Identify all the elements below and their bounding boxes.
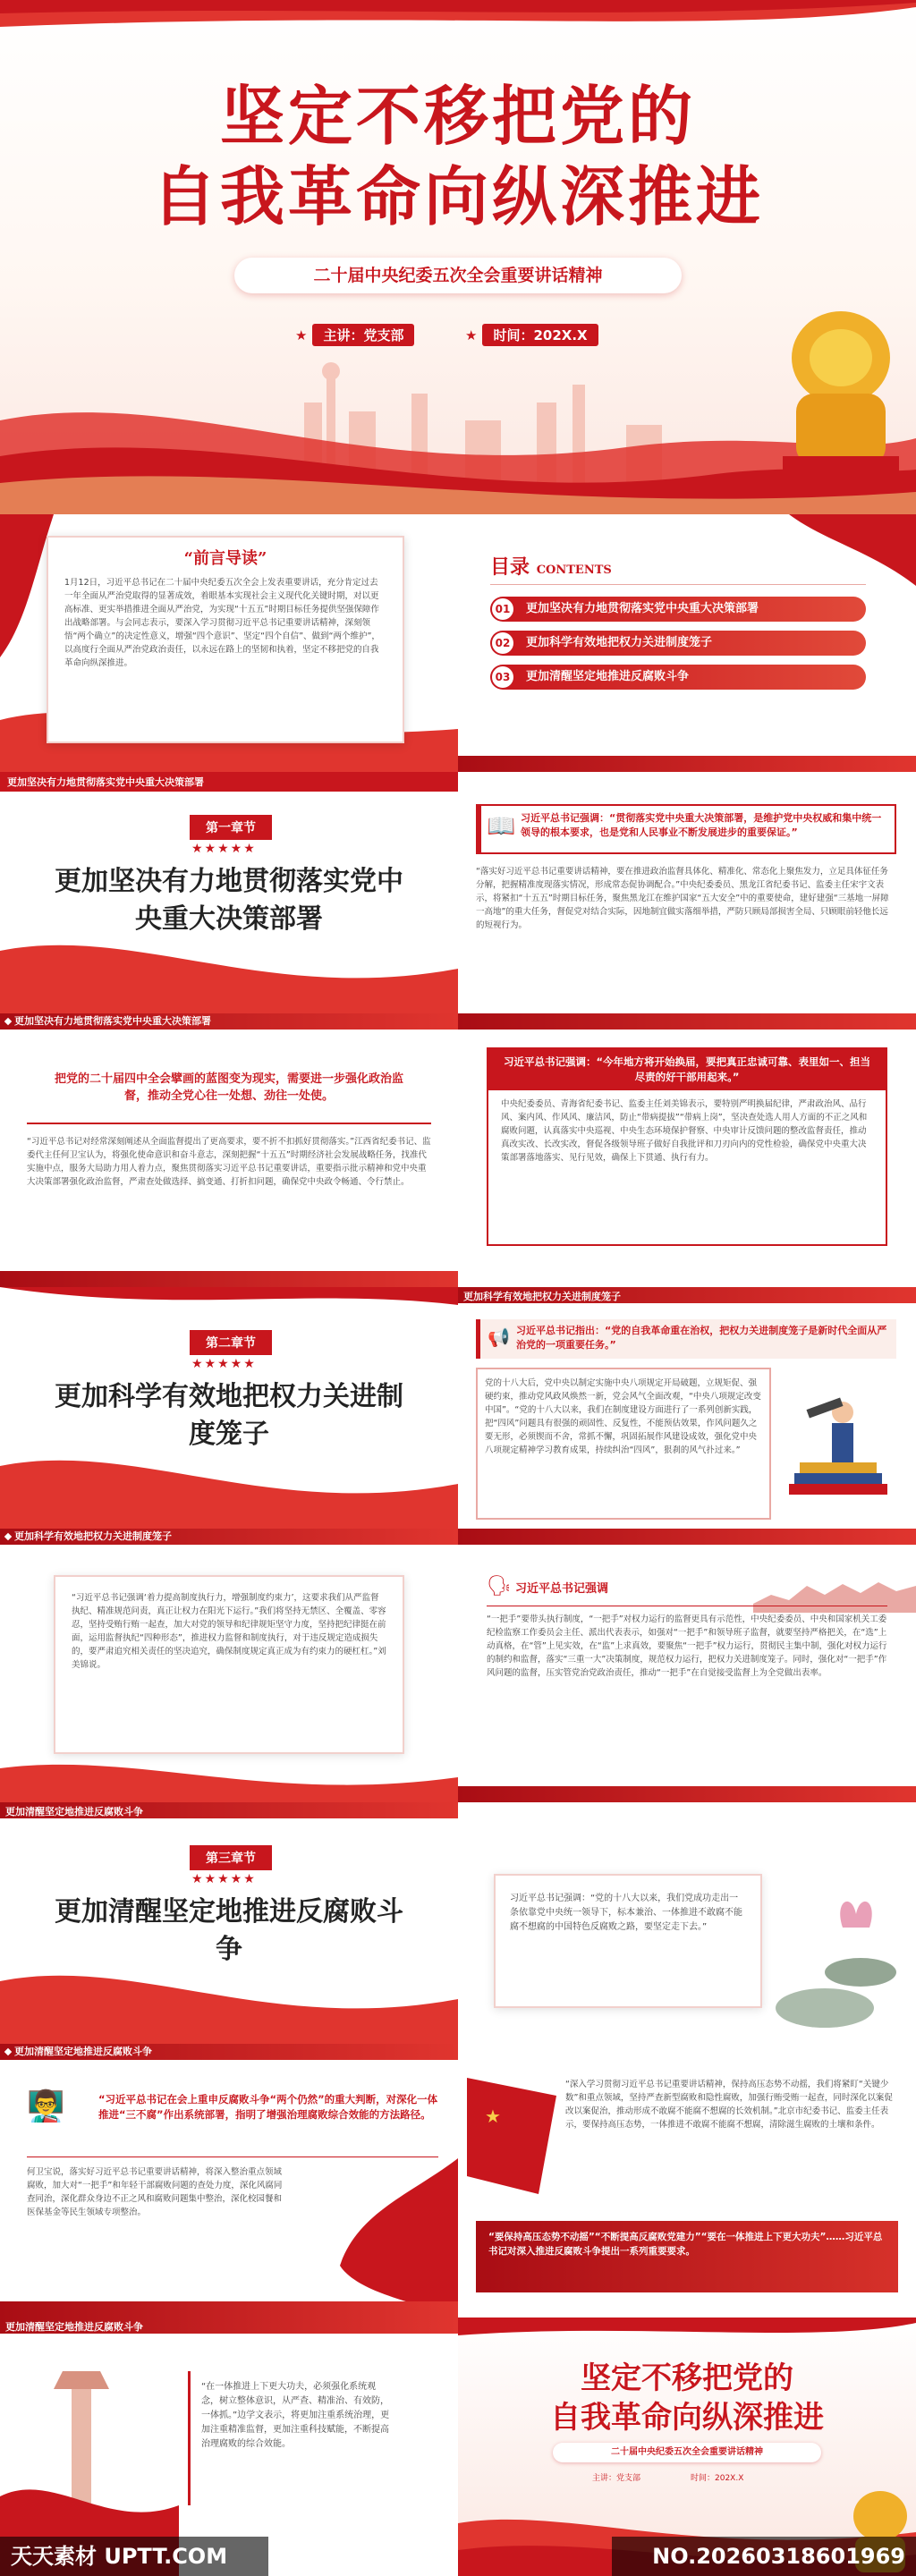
toc-item-2[interactable]: 02 更加科学有效地把权力关进制度笼子 <box>490 631 866 656</box>
c1a-slide <box>458 772 916 1030</box>
c1a-quote-box <box>476 804 896 854</box>
c3a-card <box>494 1874 762 2008</box>
bottom-bar <box>0 2301 458 2318</box>
c2a-slide <box>458 1287 916 1545</box>
red-silk-decoration <box>304 2158 458 2318</box>
cover-title-line1: 坚定不移把党的 <box>219 78 696 154</box>
chapter1-title: 更加坚决有力地贯彻落实党中央重大决策部署 <box>55 866 403 935</box>
speaker-icon: 🗣 <box>487 1575 512 1597</box>
c1b-slide <box>0 1030 458 1287</box>
c2a-quote: 习近平总书记指出：“党的自我革命重在治权，把权力关进制度笼子是新时代全面从严治党的一项重要任务。” <box>516 1325 887 1351</box>
toc-title: 目录 CONTENTS <box>490 555 612 579</box>
section-label: 更加科学有效地把权力关进制度笼子 <box>5 1529 172 1543</box>
c3d-card <box>188 2371 403 2505</box>
lotus-ink-painting <box>771 1874 905 2044</box>
watermark-left: 天天素材 UPTT.COM <box>0 2537 268 2576</box>
chapter3-title: 更加清醒坚定地推进反腐败斗争 <box>55 1896 403 1965</box>
end-subtitle: 二十届中央纪委五次全会重要讲话精神 <box>553 2443 821 2462</box>
c2c-head: 习近平总书记强调 <box>515 1582 609 1596</box>
c3d-text: “在一体推进上下更大功夫，必须强化系统观念，树立整体意识，从严查、精准治、有效防，一体抓。”边学文表示，将更加注重系统治理，更加注重精准监督，更加注重科技赋能，不断提高治理腐败的综合效能。 <box>201 2382 390 2449</box>
bottom-bar <box>458 756 916 772</box>
c1c-slide <box>458 1030 916 1287</box>
red-silk-decoration <box>0 1750 458 1802</box>
end-speaker: 主讲：党支部 <box>592 2474 641 2483</box>
c3c-banner <box>476 2221 898 2292</box>
cover-title-line2: 自我革命向纵深推进 <box>151 158 764 234</box>
megaphone-icon: 📢 <box>488 1326 510 1348</box>
c3c-head: “要保持高压态势不动摇”“不断提高反腐败党建力”“要在一体推进上下更大功夫”……习近平总书记对深入推进反腐败斗争提出一系列重要要求。 <box>488 2232 883 2257</box>
toc-divider <box>490 584 866 585</box>
chapter2-slide <box>0 1287 458 1545</box>
chapter1-stars: ★★★★★ <box>191 842 257 856</box>
presentation-icon: 👨‍🏫 <box>27 2089 65 2124</box>
star-icon: ★ <box>465 327 478 343</box>
chapter1-badge: 第一章节 <box>190 815 272 840</box>
c1b-head: 把党的二十届四中全会擘画的蓝图变为现实，需要进一步强化政治监督，推动全党心往一处想、劲往一处使。 <box>54 1072 403 1103</box>
bottom-bar <box>458 1529 916 1545</box>
c3a-slide <box>458 1802 916 2060</box>
golden-lion-statue-icon <box>769 304 912 483</box>
preface-text: 1月12日，习近平总书记在二十届中央纪委五次全会上发表重要讲话，充分肯定过去一年全面从严治党取得的显著成效，着眼基本实现社会主义现代化关键时期，对以更高标准、更实举措推进全面从严治党，为实现“十五五”时期目标任务提供坚强保障作出战略部署。与会同志表示，要深入学习贯彻习近平总书记重要讲话精神，深刻领悟“两个确立”的决定性意义，增强“四个意识”、坚定“四个自信”、做到“两个维护”，以高度行全面从严治党政治责任，以永远在路上的坚韧和执着，坚定不移把党的自我革命向纵深推进。 <box>64 578 380 668</box>
top-wave-decoration <box>458 2318 916 2353</box>
watermark-right: NO.20260318601969 <box>612 2537 916 2576</box>
toc-slide <box>458 514 916 772</box>
preface-heading: “前言导读” <box>183 549 267 568</box>
c2a-quote-box <box>476 1319 896 1359</box>
chapter3-badge: 第三章节 <box>190 1845 272 1870</box>
chapter2-title: 更加科学有效地把权力关进制度笼子 <box>55 1381 403 1450</box>
cover-subtitle: 二十届中央纪委五次全会重要讲话精神 <box>234 258 682 293</box>
c1a-quote: 习近平总书记强调：“贯彻落实党中央重大决策部署，是维护党中央权威和集中统一领导的根本要求，也是党和人民事业不断发展进步的重要保证。” <box>521 812 882 838</box>
cover-slide <box>0 0 916 514</box>
section-tag: 更加坚决有力地贯彻落实党中央重大决策部署 <box>7 776 204 788</box>
book-icon: 📖 <box>487 813 516 840</box>
c1c-quote: 习近平总书记强调：“今年地方将开始换届，要把真正忠诚可靠、表里如一、担当尽责的好干部用起来。” <box>488 1049 886 1090</box>
cover-speaker: ★ 主讲：党支部 <box>295 324 414 346</box>
c2b-text: “习近平总书记强调‘着力提高制度执行力，增强制度约束力’，这要求我们从严监督执纪、精准规范问责，真正让权力在阳光下运行。”我们将坚持无禁区、全覆盖、零容忍，坚持受贿行贿一起查，加大对党的领导和纪律规矩坚守力度，坚持把纪律挺在前面，运用监督执纪“四种形态”，推进权力监督和制度执行，对于违反规定造成损失的，要严肃追究相关责任的坚决追究，确保制度规定真正成为有约束力的硬杠杠。”刘美锦说。 <box>72 1593 386 1670</box>
bottom-bar <box>0 1271 458 1287</box>
chapter3-slide <box>0 1802 458 2060</box>
section-tag: 更加清醒坚定地推进反腐败斗争 <box>5 1806 143 1818</box>
chapter1-slide <box>0 772 458 1030</box>
bottom-bar <box>458 1786 916 1802</box>
c2a-text: 党的十八大后，党中央以制定实施中央八项规定开局破题，立规矩促、强硬约束，推动党风政风焕然一新，党会风气全面改观，“中央八项规定改变中国”。“党的十八大以来，我们在制度建设方面进行了一系列创新实践，把“四风”问题具有很强的顽固性、反复性，不能预估效果，作风问题久之要无形，必须锲而不舍，常抓不懈，巩固拓展作风建设成效，强化党中央八项规定精神学习教育成果，持续纠治“四风”，狠刹的风气扑过来。” <box>485 1378 761 1455</box>
toc-item-1[interactable]: 01 更加坚决有力地贯彻落实党中央重大决策部署 <box>490 597 866 622</box>
c3a-text: 习近平总书记强调：“党的十八大以来，我们党成功走出一条依靠党中央统一领导下，标本兼治、一体推进不敢腐不能腐不想腐的中国特色反腐败之路，要坚定走下去。” <box>510 1894 742 1932</box>
end-title-line1: 坚定不移把党的 <box>581 2360 793 2396</box>
c2b-slide <box>0 1545 458 1802</box>
section-tag: 更加科学有效地把权力关进制度笼子 <box>463 1291 621 1302</box>
end-title-line2: 自我革命向纵深推进 <box>550 2400 824 2436</box>
c2a-card <box>476 1368 771 1520</box>
section-label: 更加清醒坚定地推进反腐败斗争 <box>5 2044 152 2058</box>
section-tag: 更加清醒坚定地推进反腐败斗争 <box>5 2321 143 2333</box>
chapter2-stars: ★★★★★ <box>191 1357 257 1371</box>
star-icon: ★ <box>295 327 308 343</box>
c1c-card <box>487 1047 887 1246</box>
section-label: 更加坚决有力地贯彻落实党中央重大决策部署 <box>5 1013 211 1028</box>
telescope-person-illustration <box>780 1377 905 1520</box>
toc-item-3[interactable]: 03 更加清醒坚定地推进反腐败斗争 <box>490 665 866 690</box>
top-wave-decoration <box>0 0 916 54</box>
chapter3-stars: ★★★★★ <box>191 1872 257 1886</box>
cover-time: ★ 时间：202X.X <box>465 324 598 346</box>
c2c-slide <box>458 1545 916 1802</box>
c3b-head: “习近平总书记在会上重申反腐败斗争“两个仍然”的重大判断，对深化一体推进“三不腐”作出系统部署，指明了增强治理腐败综合效能的方法路径。 <box>98 2093 438 2121</box>
c2b-card <box>54 1575 404 1754</box>
c3b-text: 何卫宝说，落实好习近平总书记重要讲话精神，将深入整治重点领域腐败，加大对“一把手”和年轻干部腐败问题的查处力度，深化风腐同查同治，深化群众身边不正之风和腐败问题集中整治，深化校园餐和医保基金等民生领域专项整治。 <box>27 2167 283 2217</box>
bottom-bar <box>458 1013 916 1030</box>
c1c-text: 中央纪委委员、青海省纪委书记、监委主任刘美锦表示，要特别严明换届纪律，严肃政治风、品行风、案内风、作风风、廉洁风，防止“带病提拔”“带病上岗”，坚决查处选人用人方面的不正之风和腐败问题，认真落实中央巡视、中央生态环境保护督察、中央审计反馈问题的整改监督责任，推动真改实改、长改实改，督促各级领导班子做好自我批评和刀刃向内的党性检验，确保党中央重大决策部署落地落实、见行见效，确保上下贯通、执行有力。 <box>501 1099 868 1163</box>
c1b-text: “习近平总书记对经常深刻阐述从全面监督提出了更高要求，要不折不扣抓好贯彻落实。”江西省纪委书记、监委代主任何卫宝认为，将强化使命意识和奋斗意志，深刻把握“十五五”时期经济社会发展战略任务，找准代实施中点，服务大局助力用人着力点，聚焦贯彻落实习近平总书记重要讲话，重要指示批示精神和党中央重大决策部署强化政治监督，严肃查处做选择、搞变通、打折扣问题，确保党中央政令畅通、令行禁止。 <box>27 1137 431 1187</box>
red-silk-decoration <box>753 514 916 595</box>
chapter2-badge: 第二章节 <box>190 1330 272 1355</box>
c2c-text: “一把手”要带头执行制度，“一把手”对权力运行的监督更具有示范性，中央纪委委员、中央和国家机关工委纪检监察工作委员会主任、派出代表表示，如强对“一把手”和领导班子监督，就要坚持严格把关，在“选”上动真格，在“管”上见实效，在“监”上求真效，要聚焦“一把手”权力运行，贯彻民主集中制，强化对权力运行的制约和监督，落实“三重一大”决策制度，规范权力运行，把权力关进制度笼子。同时，强化对“一把手”作风问题的监督，压实管党治党政治责任，推动“一把手”在自觉接受监督上为全党做出表率。 <box>487 1614 887 1678</box>
preface-card <box>47 536 404 743</box>
preface-slide <box>0 514 458 772</box>
c3c-slide <box>458 2060 916 2318</box>
c3c-text: “深入学习贯彻习近平总书记重要讲话精神，保持高压态势不动摇，我们将紧盯“关键少数”和重点领域，坚持严查新型腐败和隐性腐败，加强行贿受贿一起查，同时深化以案促改以案促治，推动形成不敢腐不能腐不想腐的长效机制。”北京市纪委书记、监委主任表示，要保持高压态势，一体推进不敢腐不能腐不想腐，清除滋生腐败的土壤和条件。 <box>565 2080 893 2130</box>
svg-text:★: ★ <box>485 2106 501 2127</box>
end-time: 时间：202X.X <box>691 2474 744 2483</box>
c1b-divider <box>27 1123 431 1124</box>
c1a-text: “落实好习近平总书记重要讲话精神，要在推进政治监督具体化、精准化、常态化上聚焦发力，立足具体征任务分解，把握精准度现落实情况，形成常态促协调配合。”中央纪委委员、黑龙江省纪委书记、监委主任宋宇文表示，将紧扣“十五五”时期目标任务，聚焦黑龙江在维护国家“五大安全”中的重要使命，建好建强“三基地一屏障一高地”的重大任务，督促党对结合实际，因地制宜做实落细举措，严防只顾局部损害全局、只顾眼前轻他长远的短视行为。 <box>476 867 889 930</box>
c3b-slide <box>0 2060 458 2318</box>
